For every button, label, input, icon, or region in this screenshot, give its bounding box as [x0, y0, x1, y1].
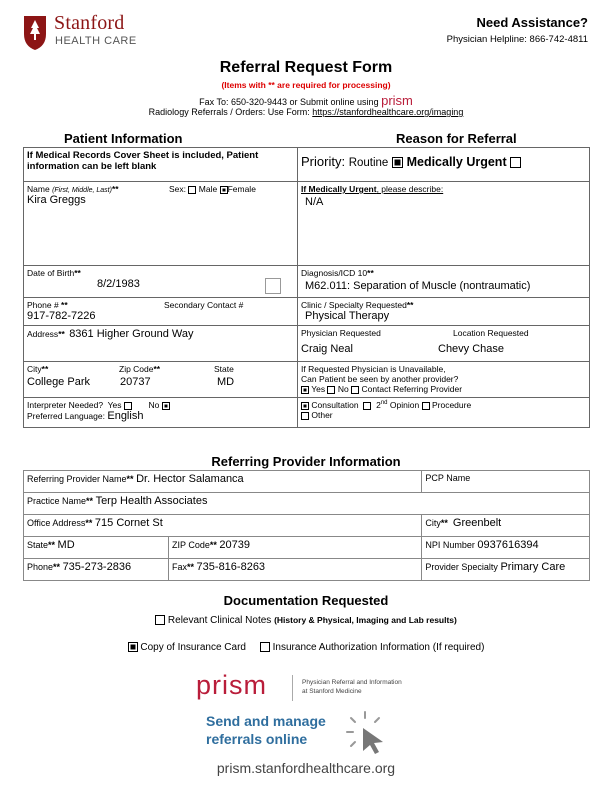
ref-phone[interactable]: 735-273-2836 — [62, 561, 132, 573]
office-address[interactable]: 715 Cornet St — [94, 517, 163, 529]
unavail-yes-checkbox[interactable] — [301, 386, 309, 394]
ref-city-cell: City** Greenbelt — [422, 515, 590, 537]
physician[interactable]: Craig Neal — [301, 343, 353, 355]
stanford-logo — [22, 12, 152, 54]
insurance-auth-checkbox[interactable] — [260, 642, 270, 652]
specialty-cell: Provider Specialty Primary Care — [422, 559, 590, 581]
address-cell: Address** 8361 Higher Ground Way — [24, 326, 298, 362]
npi-cell: NPI Number 0937616394 — [422, 537, 590, 559]
female-checkbox[interactable] — [220, 186, 228, 194]
radiology-label: Radiology Referrals / Orders: Use Form: — [148, 107, 310, 117]
preferred-language[interactable]: English — [107, 410, 144, 422]
patient-phone[interactable]: 917-782-7226 — [27, 310, 96, 322]
urgent-desc-cell: If Medically Urgent, please describe: N/A — [298, 182, 590, 266]
ref-fax-cell: Fax** 735-816-8263 — [169, 559, 422, 581]
patient-address[interactable]: 8361 Higher Ground Way — [69, 328, 194, 340]
ref-city[interactable]: Greenbelt — [452, 517, 502, 529]
patient-city[interactable]: College Park — [27, 376, 90, 388]
location[interactable]: Chevy Chase — [438, 343, 505, 355]
prism-divider — [292, 675, 293, 701]
patient-zip[interactable]: 20737 — [120, 376, 151, 388]
prism-logo: prism — [196, 670, 267, 700]
interpreter-cell: Interpreter Needed? Yes No Preferred Language: English — [24, 398, 298, 428]
ref-zip[interactable]: 20739 — [219, 539, 250, 551]
npi[interactable]: 0937616394 — [477, 539, 539, 551]
office-cell: Office Address** 715 Cornet St — [24, 515, 422, 537]
practice-cell: Practice Name** Terp Health Associates — [24, 493, 590, 515]
logo-subtitle: HEALTH CARE — [55, 35, 137, 47]
send-manage-text: Send and manage referrals online — [206, 713, 326, 747]
pcp-cell: PCP Name — [422, 471, 590, 493]
urgent-desc[interactable]: N/A — [305, 196, 324, 208]
physician-cell: Physician Requested Location Requested Craig Neal Chevy Chase — [298, 326, 590, 362]
reason-heading: Reason for Referral — [396, 131, 517, 146]
urgent-checkbox[interactable] — [510, 157, 521, 168]
consultation-checkbox[interactable] — [301, 402, 309, 410]
diagnosis-cell: Diagnosis/ICD 10** M62.011: Separation of Muscle (nontraumatic) — [298, 266, 590, 298]
service-type-cell: Consultation 2nd Opinion Procedure Other — [298, 398, 590, 428]
referring-provider[interactable]: Dr. Hector Salamanca — [136, 473, 244, 485]
calendar-box[interactable] — [265, 278, 281, 294]
ref-phone-cell: Phone** 735-273-2836 — [24, 559, 169, 581]
patient-name[interactable]: Kira Greggs — [27, 194, 86, 206]
ref-state-cell: State** MD — [24, 537, 169, 559]
dob[interactable]: 8/2/1983 — [97, 278, 140, 290]
clinic[interactable]: Physical Therapy — [305, 310, 390, 322]
interpreter-yes-checkbox[interactable] — [124, 402, 132, 410]
male-checkbox[interactable] — [188, 186, 196, 194]
fax-text: Fax To: 650-320-9443 or Submit online using — [199, 97, 379, 107]
insurance-line: Copy of Insurance Card Insurance Authorization Information (If required) — [0, 642, 612, 653]
contact-provider-checkbox[interactable] — [351, 386, 359, 394]
provider-specialty[interactable]: Primary Care — [500, 561, 566, 573]
radiology-link[interactable]: https://stanfordhealthcare.org/imaging — [312, 107, 464, 117]
dob-cell: Date of Birth** 8/2/1983 — [24, 266, 298, 298]
clinic-cell: Clinic / Specialty Requested** Physical Therapy — [298, 298, 590, 326]
referring-heading: Referring Provider Information — [211, 454, 401, 469]
referring-provider-table — [23, 470, 590, 581]
city-cell: City** Zip Code** State College Park 20737 MD — [24, 362, 298, 398]
required-note: (Items with ** are required for processing) — [221, 80, 391, 90]
interpreter-no-checkbox[interactable] — [162, 402, 170, 410]
physician-helpline: Physician Helpline: 866-742-4811 — [446, 34, 588, 45]
cover-sheet-note: If Medical Records Cover Sheet is included, Patient information can be left blank — [24, 148, 298, 182]
diagnosis[interactable]: M62.011: Separation of Muscle (nontraumatic) — [305, 280, 531, 292]
procedure-checkbox[interactable] — [422, 402, 430, 410]
form-title: Referral Request Form — [219, 59, 393, 76]
logo-name: Stanford — [54, 12, 125, 34]
patient-name-cell: Name (First, Middle, Last)** Sex: Male Female Kira Greggs — [24, 182, 298, 266]
phone-cell: Phone # ** Secondary Contact # 917-782-7226 — [24, 298, 298, 326]
assistance-title: Need Assistance? — [476, 15, 588, 30]
fax-line — [0, 93, 612, 108]
second-opinion-checkbox[interactable] — [363, 402, 371, 410]
practice-name[interactable]: Terp Health Associates — [95, 495, 208, 507]
routine-checkbox[interactable] — [392, 157, 403, 168]
assistance-block — [447, 15, 588, 45]
insurance-card-checkbox[interactable] — [128, 642, 138, 652]
ref-zip-cell: ZIP Code** 20739 — [169, 537, 422, 559]
ref-fax[interactable]: 735-816-8263 — [196, 561, 266, 573]
documentation-heading: Documentation Requested — [223, 593, 389, 608]
stanford-tree-icon — [22, 14, 48, 50]
radiology-line — [0, 107, 612, 117]
prism-description: Physician Referral and Information at Stanford Medicine — [302, 679, 402, 695]
patient-info-heading: Patient Information — [64, 131, 183, 146]
patient-state[interactable]: MD — [217, 376, 235, 388]
clinical-notes-line: Relevant Clinical Notes (History & Physical, Imaging and Lab results) — [0, 615, 612, 626]
clinical-notes-checkbox[interactable] — [155, 615, 165, 625]
unavailable-cell: If Requested Physician is Unavailable, Can Patient be seen by another provider? Yes No Contact Referring Provider — [298, 362, 590, 398]
patient-reason-table — [23, 147, 590, 428]
prism-url[interactable]: prism.stanfordhealthcare.org — [216, 760, 396, 776]
priority-cell: Priority: Routine Medically Urgent — [298, 148, 590, 182]
prism-inline-logo[interactable]: prism — [381, 93, 413, 108]
cursor-click-icon — [345, 710, 390, 755]
other-checkbox[interactable] — [301, 412, 309, 420]
referring-provider-cell: Referring Provider Name** Dr. Hector Salamanca — [24, 471, 422, 493]
ref-state[interactable]: MD — [57, 539, 75, 551]
unavail-no-checkbox[interactable] — [327, 386, 335, 394]
